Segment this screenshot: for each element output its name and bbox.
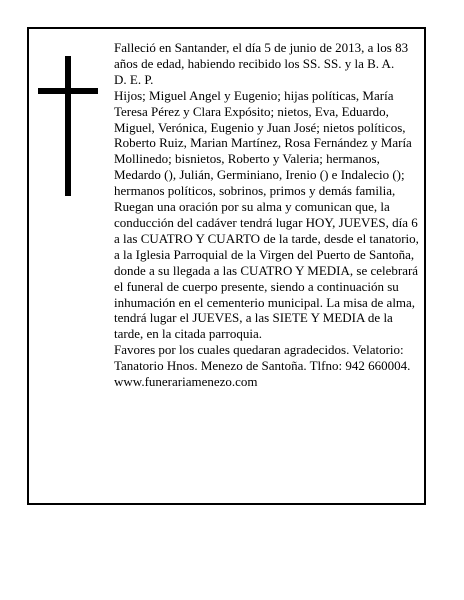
funeral-details: Ruegan una oración por su alma y comunican que, la conducción del cadáver tendrá lugar HOY, JUEVES, día 6 a las CUATRO Y CUARTO de la tarde, desde el tanatorio, a la Iglesia Parroquial de la Virgen del Puerto de Santoña, donde a su llegada a las CUATRO Y MEDIA, se celebrará el funeral de cuerpo presente, siendo a continuación su inhumación en el cementerio municipal. La misa de alma, tendrá lugar el JUEVES, a las SIETE Y MEDIA de la tarde, en la citada parroquia. <box>114 199 419 342</box>
cross-vertical-bar <box>65 56 71 196</box>
website-link[interactable]: www.funerariamenezo.com <box>114 374 258 390</box>
cross-horizontal-bar <box>38 88 98 94</box>
family-list: Hijos; Miguel Angel y Eugenio; hijas políticas, María Teresa Pérez y Clara Expósito; nietos, Eva, Eduardo, Miguel, Verónica, Eugenio y Juan José; nietos políticos, Roberto Ruiz, Marian Martínez, Rosa Fernández y María Mollinedo; bisnietos, Roberto y Valeria; hermanos, Medardo (), Julián, Germiniano, Irenio () e Indalecio (); hermanos políticos, sobrinos, primos y demás familia, <box>114 87 412 199</box>
rest-in-peace: D. E. P. <box>114 71 154 87</box>
closing-note: Favores por los cuales quedaran agradecidos. Velatorio: Tanatorio Hnos. Menezo de Santoña. Tlfno: 942 660004. <box>114 342 411 374</box>
obituary-text <box>114 40 420 390</box>
death-announcement: Falleció en Santander, el día 5 de junio de 2013, a los 83 años de edad, habiendo recibido los SS. SS. y la B. A. <box>114 40 409 71</box>
cross-icon <box>38 56 98 196</box>
